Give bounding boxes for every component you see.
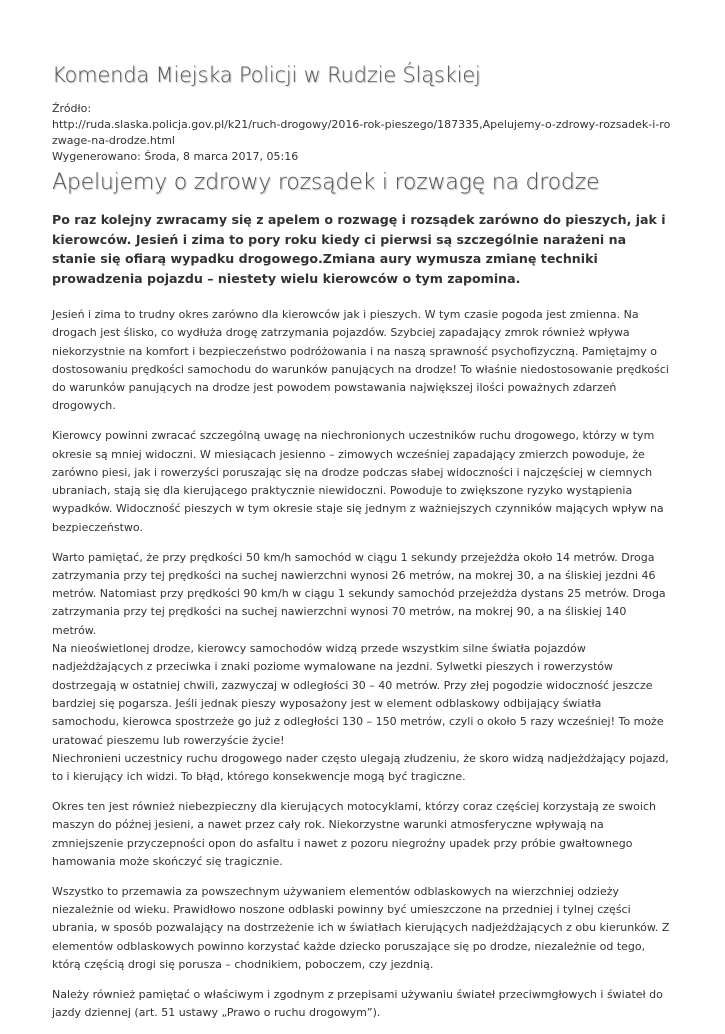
article-paragraph: Wszystko to przemawia za powszechnym używaniem elementów odblaskowych na wierzchniej odzieży niezależnie od wieku. Prawidłowo noszone odblaski powinny być umieszczone na przedniej i tylnej części ubrania, w sposób pozwalający na dostrzeżenie ich w światłach kierujących nadjeżdżających z obu kierunków. Z elementów odblaskowych powinno korzystać każde dziecko poruszające się po drodze, niezależnie od tego, którą częścią drogi się porusza – chodnikiem, poboczem, czy jezdnią.	[52, 884, 670, 971]
article-paragraph: Warto pamiętać, że przy prędkości 50 km/h samochód w ciągu 1 sekundy przejeżdża około 14 metrów. Droga zatrzymania przy tej prędkości na suchej nawierzchni wynosi 26 metrów, na mokrej 30, a na śliskiej jezdni 46 metrów. Natomiast przy prędkości 90 km/h w ciągu 1 sekundy samochód przejeżdża dystans 25 metrów. Droga zatrzymania przy tej prędkości na suchej nawierzchni wynosi 70 metrów, na mokrej 90, a na śliskiej 140 metrów. Na nieoświetlonej drodze, kierowcy samochodów widzą przede wszystkim silne światła pojazdów nadjeżdżających z przeciwka i znaki poziome wymalowane na jezdni. Sylwetki pieszych i rowerzystów dostrzegają w ostatniej chwili, zazwyczaj w odległości 30 – 40 metrów. Przy złej pogodzie widoczność jeszcze bardziej się pogarsza. Jeśli jednak pieszy wyposażony jest w element odblaskowy odbijający światła samochodu, kierowca spostrzeże go już z odległości 130 – 150 metrów, czyli o około 5 razy wcześniej! To może uratować pieszemu lub rowerzyście życie! Niechronieni uczestnicy ruchu drogowego nader często ulegają złudzeniu, że skoro widzą nadjeżdżający pojazd, to i kierujący ich widzi. To błąd, którego konsekwencje mogą być tragiczne.	[52, 550, 669, 784]
document-meta	[52, 101, 672, 165]
article-paragraph: Jesień i zima to trudny okres zarówno dla kierowców jak i pieszych. W tym czasie pogoda jest zmienna. Na drogach jest ślisko, co wydłuża drogę zatrzymania pojazdów. Szybciej zapadający zmrok również wpływa niekorzystnie na komfort i bezpieczeństwo podróżowania i na naszą sprawność psychofizyczną. Pamiętajmy o dostosowaniu prędkości samochodu do warunków panujących na drodze! To właśnie niedostosowanie prędkości do warunków panujących na drodze jest powodem powstawania największej ilości poważnych zdarzeń drogowych.	[52, 308, 669, 413]
source-url[interactable]: http://ruda.slaska.policja.gov.pl/k21/ruch-drogowy/2016-rok-pieszego/187335,Apelujemy-o-zdrowy-rozsadek-i-rozwage-na-drodze.html	[52, 118, 671, 147]
source-label: Źródło:	[52, 102, 92, 115]
article-lead: Po raz kolejny zwracamy się z apelem o rozwagę i rozsądek zarówno do pieszych, jak i kierowców. Jesień i zima to pory roku kiedy ci pierwsi są szczególnie narażeni na stanie się ofiarą wypadku drogowego.Zmiana aury wymusza zmianę techniki prowadzenia pojazdu – niestety wielu kierowców o tym zapomina.	[52, 212, 666, 286]
site-title: Komenda Miejska Policji w Rudzie Śląskiej	[52, 63, 481, 87]
article-body	[52, 306, 672, 1034]
article-title: Apelujemy o zdrowy rozsądek i rozwagę na drodze	[52, 170, 600, 195]
article-paragraph: Okres ten jest również niebezpieczny dla kierujących motocyklami, którzy coraz częściej korzystają ze swoich maszyn do późnej jesieni, a nawet przez cały rok. Niekorzystne warunki atmosferyczne wpływają na zmniejszenie przyczepności opon do asfaltu i nawet z pozoru niegroźny upadek przy próbie gwałtownego hamowania może skończyć się tragicznie.	[52, 799, 656, 868]
generated-timestamp: Wygenerowano: Środa, 8 marca 2017, 05:16	[52, 150, 299, 163]
article-paragraph: Należy również pamiętać o właściwym i zgodnym z przepisami używaniu świateł przeciwmgłowych i świateł do jazdy dziennej (art. 51 ustawy „Prawo o ruchu drogowym”).	[52, 987, 663, 1019]
article-paragraph: Kierowcy powinni zwracać szczególną uwagę na niechronionych uczestników ruchu drogowego, którzy w tym okresie są mniej widoczni. W miesiącach jesienno – zimowych wcześniej zapadający zmierzch powoduje, że zarówno piesi, jak i rowerzyści poruszając się na drodze podczas słabej widoczności i najczęściej w ciemnych ubraniach, stają się dla kierującego praktycznie niewidoczni. Powoduje to zwiększone ryzyko wystąpienia wypadków. Widoczność pieszych w tym okresie staje się jednym z ważniejszych czynników mających wpływ na bezpieczeństwo.	[52, 429, 664, 534]
